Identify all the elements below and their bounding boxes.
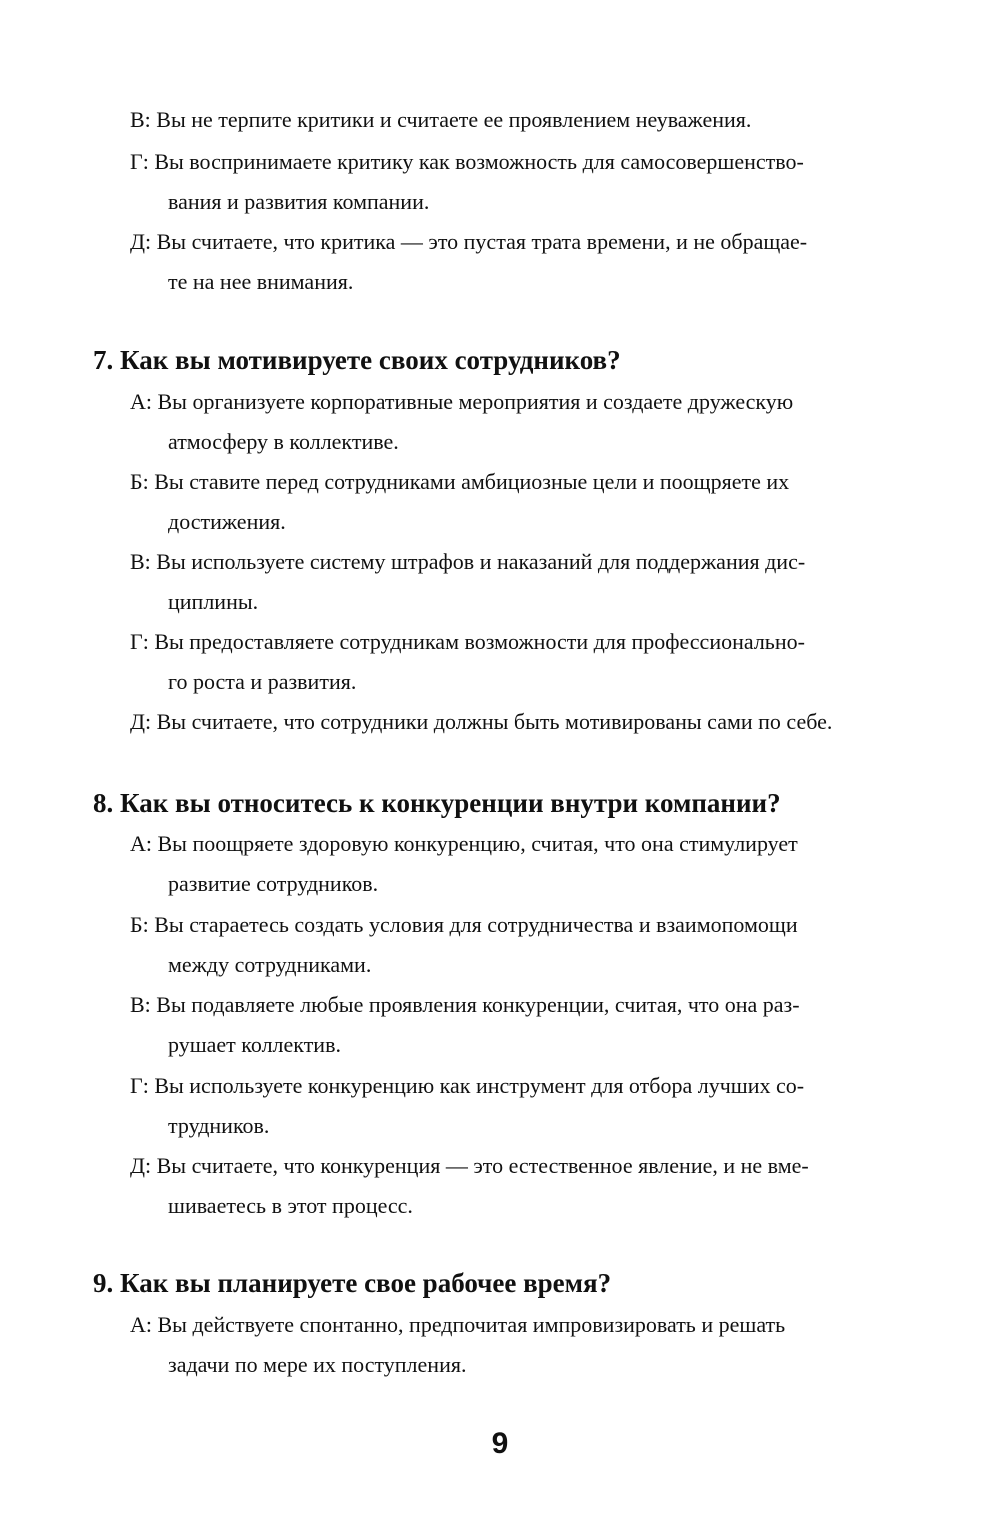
q7-option-v: В: Вы используете систему штрафов и наказаний для поддержания дис- циплины. xyxy=(130,549,806,614)
prev-option-v: В: Вы не терпите критики и считаете ее проявлением неуважения. xyxy=(130,107,752,132)
q9-option-a: А: Вы действуете спонтанно, предпочитая импровизировать и решать задачи по мере их поступления. xyxy=(130,1312,786,1377)
question-7-title: 7. Как вы мотивируете своих сотрудников? xyxy=(93,345,621,375)
page-number: 9 xyxy=(491,1427,509,1460)
q7-option-d: Д: Вы считаете, что сотрудники должны быть мотивированы сами по себе. xyxy=(130,709,833,734)
q7-option-a: А: Вы организуете корпоративные мероприятия и создаете дружескую атмосферу в коллективе. xyxy=(130,389,794,454)
prev-option-d: Д: Вы считаете, что критика — это пустая трата времени, и не обращае- те на нее внимания. xyxy=(130,229,808,294)
q7-option-b: Б: Вы ставите перед сотрудниками амбициозные цели и поощряете их достижения. xyxy=(130,469,790,534)
q8-option-v: В: Вы подавляете любые проявления конкуренции, считая, что она раз- рушает коллектив. xyxy=(130,992,800,1057)
prev-option-g: Г: Вы воспринимаете критику как возможность для самосовершенство- вания и развития компании. xyxy=(130,149,804,214)
question-9-title: 9. Как вы планируете свое рабочее время? xyxy=(93,1268,612,1298)
q8-option-a: А: Вы поощряете здоровую конкуренцию, считая, что она стимулирует развитие сотрудников. xyxy=(130,831,798,896)
q7-option-g: Г: Вы предоставляете сотрудникам возможности для профессионально- го роста и развития. xyxy=(130,629,805,694)
q8-option-b: Б: Вы стараетесь создать условия для сотрудничества и взаимопомощи между сотрудниками. xyxy=(130,912,798,977)
q8-option-g: Г: Вы используете конкуренцию как инструмент для отбора лучших со- трудников. xyxy=(130,1073,805,1138)
q8-option-d: Д: Вы считаете, что конкуренция — это естественное явление, и не вме- шиваетесь в этот процесс. xyxy=(130,1153,809,1218)
question-8-title: 8. Как вы относитесь к конкуренции внутри компании? xyxy=(93,788,781,818)
